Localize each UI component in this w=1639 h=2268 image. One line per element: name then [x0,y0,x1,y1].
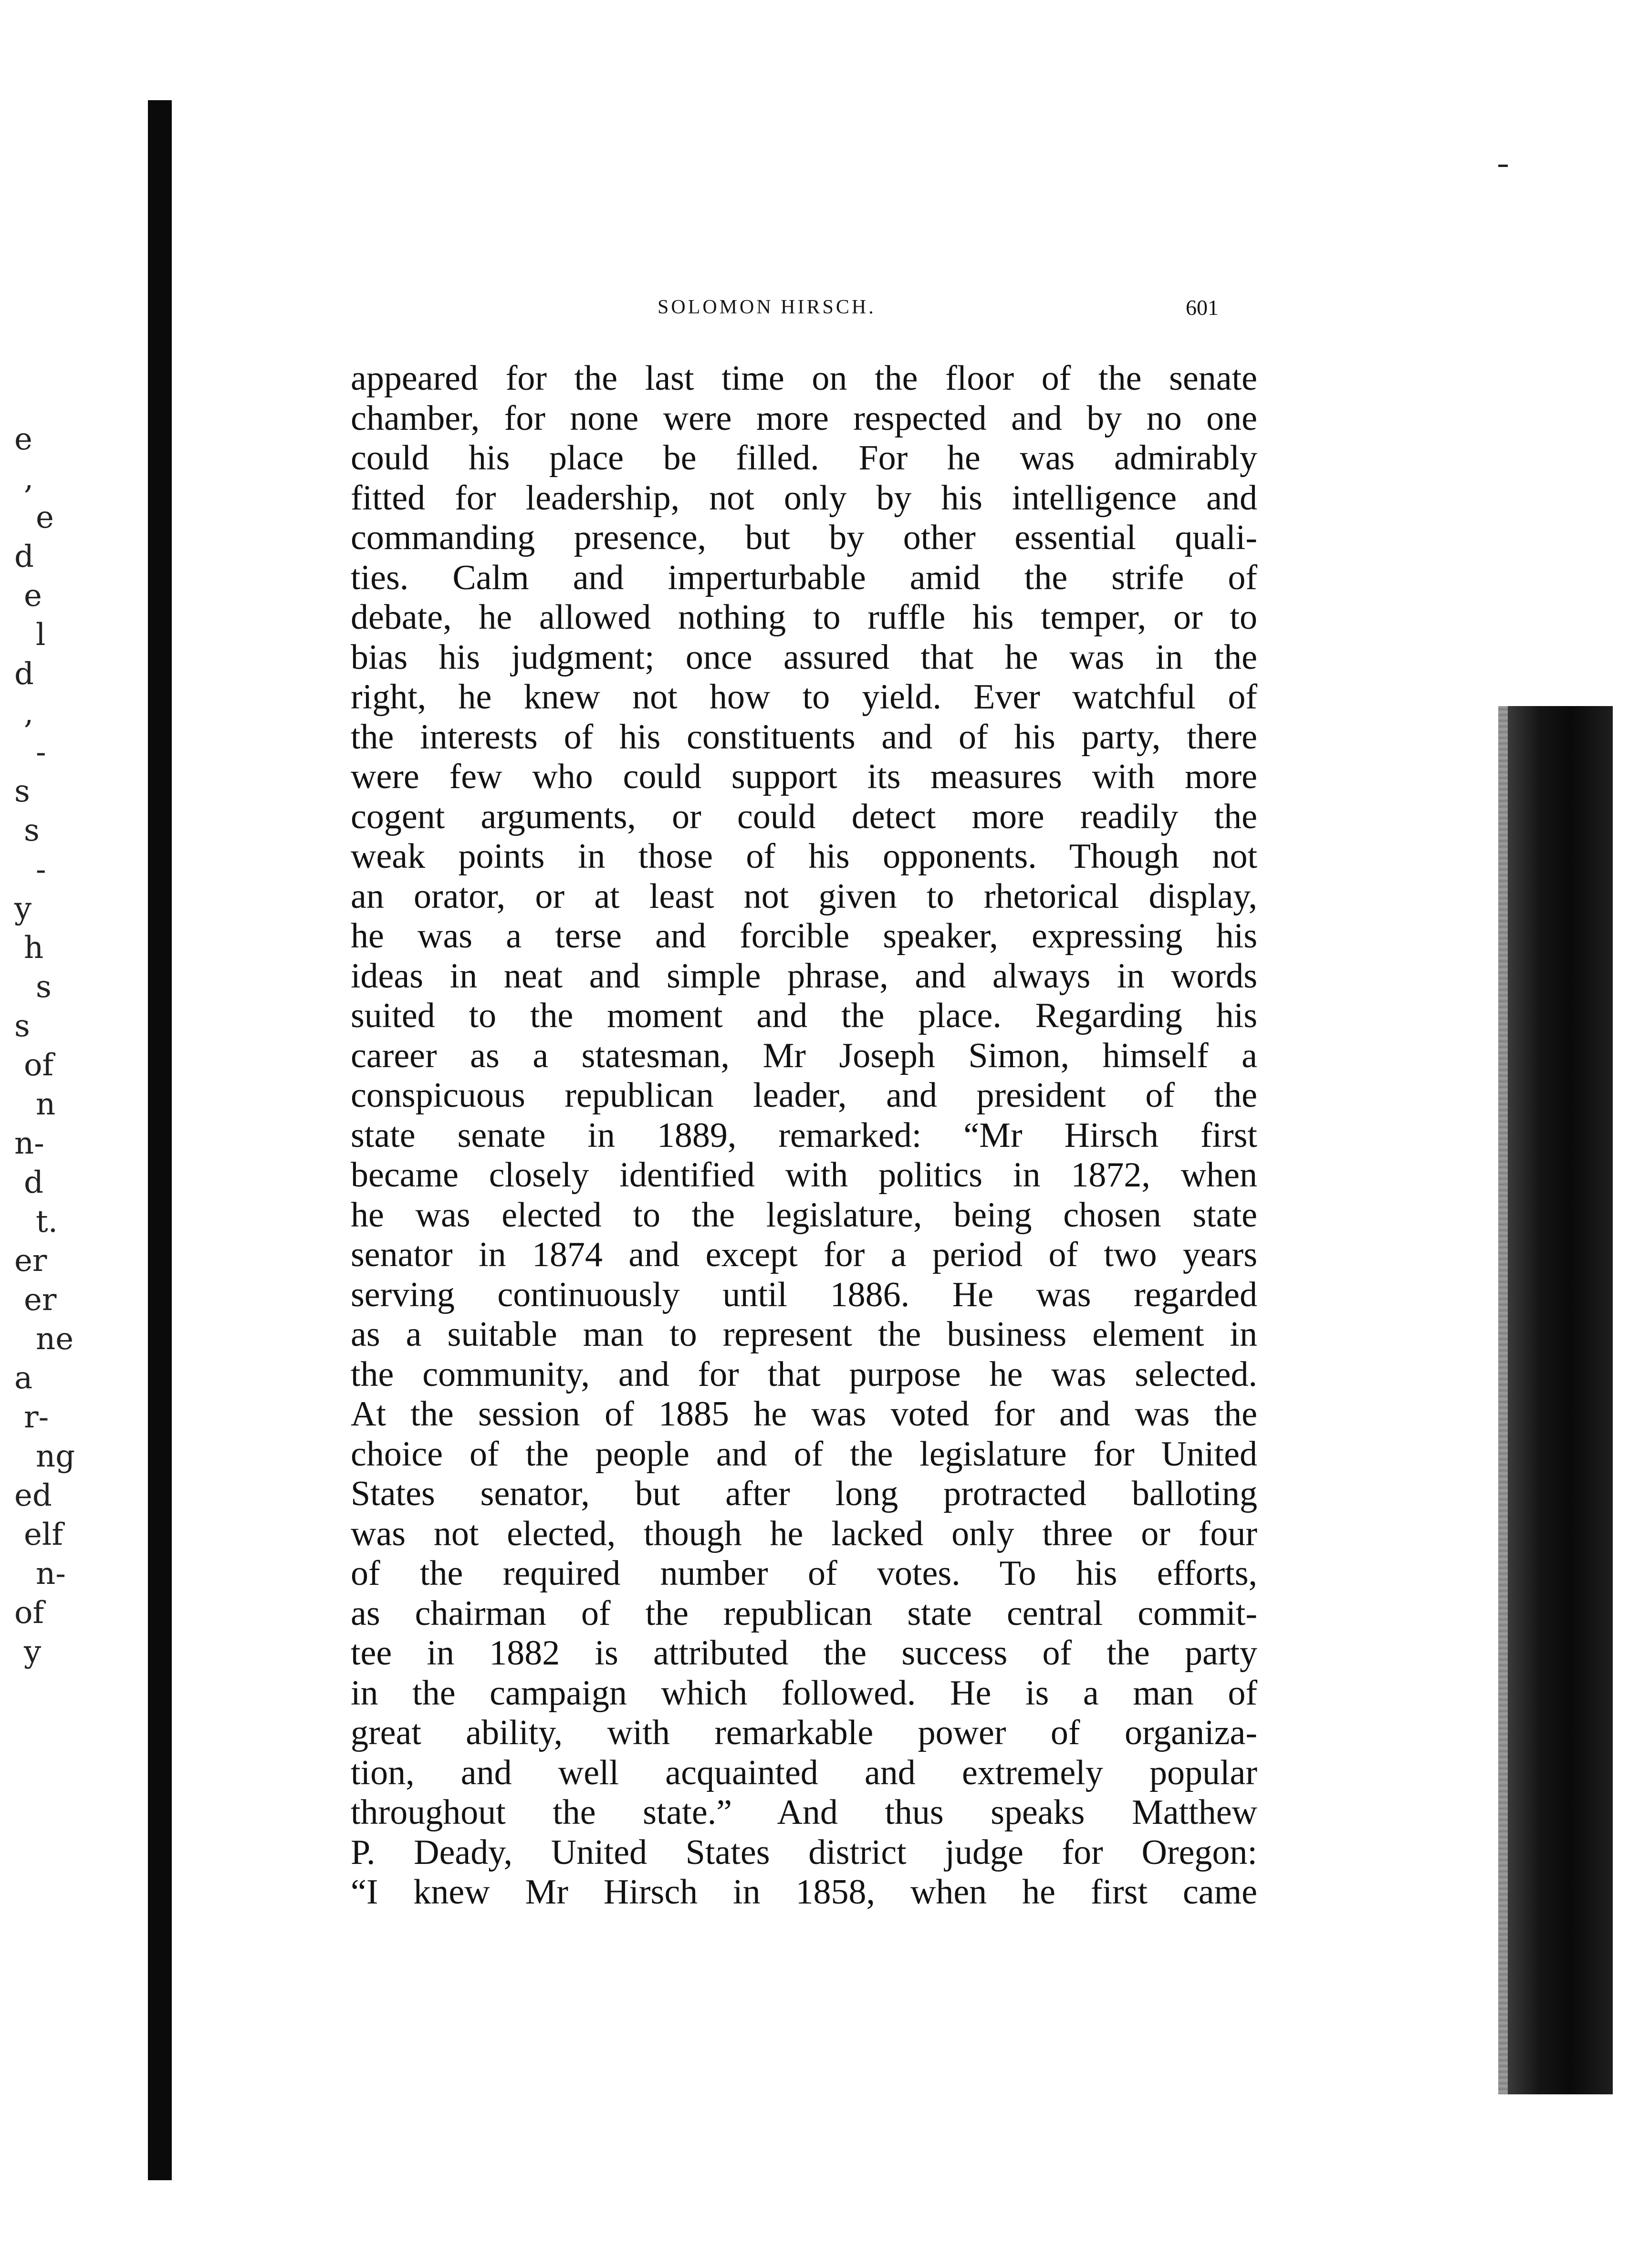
text-line: he was a terse and forcible speaker, expressing his [351,916,1257,956]
text-line: of the required number of votes. To his efforts, [351,1554,1257,1593]
text-line: as a suitable man to represent the business element in [351,1315,1257,1354]
facing-page-fragment: e [36,500,54,535]
facing-page-fragment: y [24,1634,42,1670]
facing-page-fragments [10,420,134,1672]
page-number: 601 [1186,295,1219,320]
facing-page-fragment: ng [36,1439,75,1474]
facing-page-fragment: e [24,578,42,614]
facing-page-fragment: l [36,617,46,653]
text-line: were few who could support its measures with more [351,757,1257,796]
text-line: tion, and well acquainted and extremely popular [351,1753,1257,1792]
facing-page-fragment: t. [36,1204,58,1239]
text-line: chamber, for none were more respected and by no one [351,398,1257,438]
text-line: suited to the moment and the place. Regarding his [351,996,1257,1035]
text-line: career as a statesman, Mr Joseph Simon, himself a [351,1036,1257,1075]
text-line: commanding presence, but by other essential quali- [351,518,1257,557]
text-line: P. Deady, United States district judge for Oregon: [351,1832,1257,1872]
facing-page-fragment: er [14,1243,47,1279]
text-line: weak points in those of his opponents. Though not [351,837,1257,876]
facing-page-fragment: d [24,1165,43,1200]
text-line: the interests of his constituents and of his party, there [351,717,1257,757]
text-line: was not elected, though he lacked only three or four [351,1514,1257,1553]
text-line: as chairman of the republican state central commit- [351,1593,1257,1633]
text-line: choice of the people and of the legislature for United [351,1434,1257,1474]
facing-page-fragment: of [24,1048,54,1083]
facing-page-fragment: n [36,1087,56,1122]
running-head: SOLOMON HIRSCH. [658,296,876,318]
text-line: senator in 1874 and except for a period of two years [351,1235,1257,1274]
text-line: serving continuously until 1886. He was regarded [351,1275,1257,1314]
facing-page-fragment: d [14,656,34,692]
facing-page-fragment: y [14,891,32,926]
facing-page-fragment: e [14,422,32,457]
text-line: an orator, or at least not given to rhetorical display, [351,876,1257,916]
facing-page-fragment: s [36,969,52,1005]
facing-page-fragment: , [24,696,34,731]
scan-edge-strip [1508,706,1613,2094]
facing-page-fragment: - [36,735,46,770]
text-line: became closely identified with politics in 1872, when [351,1155,1257,1195]
facing-page-fragment: s [14,1009,30,1044]
text-line: bias his judgment; once assured that he was in the [351,637,1257,677]
text-line: throughout the state.” And thus speaks Matthew [351,1793,1257,1832]
facing-page-fragment: h [24,930,44,966]
text-line: right, he knew not how to yield. Ever watchful of [351,677,1257,717]
text-line: fitted for leadership, not only by his intelligence and [351,478,1257,518]
facing-page-fragment: - [36,852,46,887]
text-line: in the campaign which followed. He is a man of [351,1673,1257,1713]
text-line: ideas in neat and simple phrase, and always in words [351,956,1257,996]
text-line: States senator, but after long protracted balloting [351,1474,1257,1513]
facing-page-fragment: elf [24,1517,63,1552]
text-line: great ability, with remarkable power of organiza- [351,1713,1257,1752]
facing-page-fragment: s [14,774,30,809]
facing-page-fragment: er [24,1282,57,1318]
facing-page-fragment: of [14,1595,44,1631]
text-line: ties. Calm and imperturbable amid the strife of [351,558,1257,597]
binding-shadow-bar [148,100,172,2180]
facing-page-fragment: s [24,813,40,848]
text-line: At the session of 1885 he was voted for and was the [351,1394,1257,1434]
facing-page-fragment: d [14,539,34,574]
facing-page-fragment: r- [24,1400,49,1435]
scan-speck [1498,165,1508,167]
facing-page-fragment: ne [36,1321,74,1357]
facing-page-fragment: n- [36,1556,66,1592]
text-line: he was elected to the legislature, being chosen state [351,1195,1257,1235]
text-line: appeared for the last time on the floor of the senate [351,359,1257,398]
scan-edge-noise [1498,706,1509,2094]
text-line: state senate in 1889, remarked: “Mr Hirsch first [351,1115,1257,1155]
text-line: the community, and for that purpose he was selected. [351,1354,1257,1394]
facing-page-fragment: a [14,1361,33,1396]
text-line: debate, he allowed nothing to ruffle his temper, or to [351,598,1257,637]
facing-page-fragment: , [24,461,34,496]
text-line: tee in 1882 is attributed the success of the party [351,1633,1257,1673]
text-line: “I knew Mr Hirsch in 1858, when he first came [351,1873,1257,1912]
text-line: cogent arguments, or could detect more readily the [351,797,1257,836]
text-line: conspicuous republican leader, and president of the [351,1076,1257,1115]
text-line: could his place be filled. For he was admirably [351,438,1257,478]
facing-page-fragment: n- [14,1126,44,1161]
body-text [351,359,1257,1913]
facing-page-fragment: ed [14,1478,52,1513]
